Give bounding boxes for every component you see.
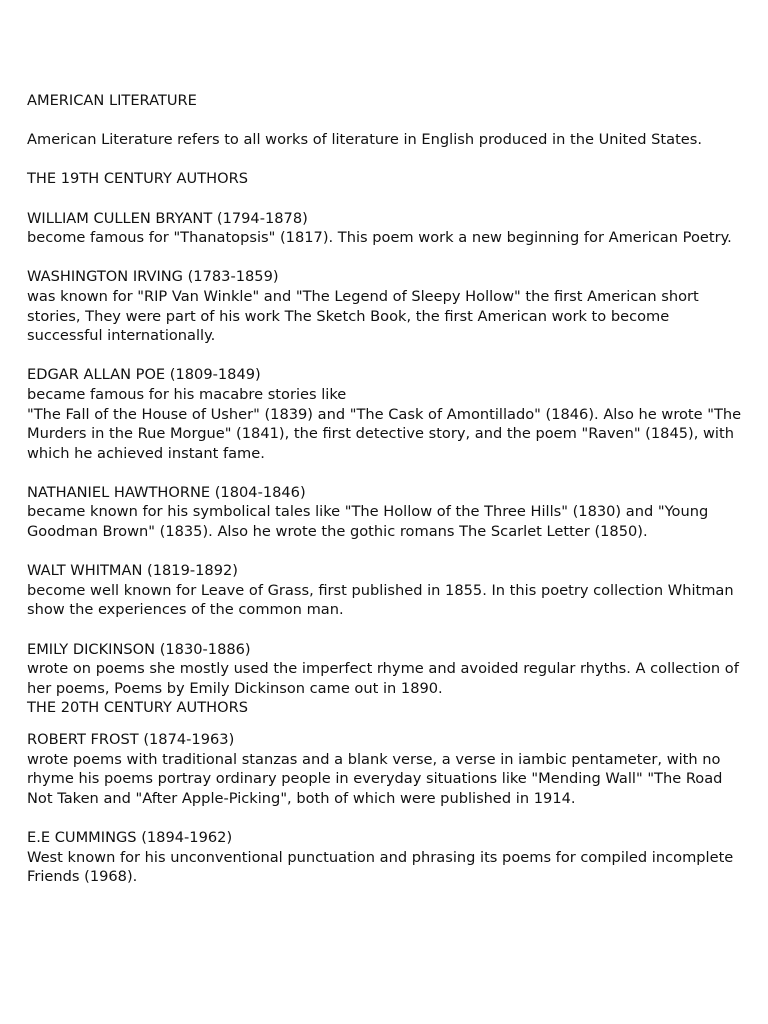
section-heading-19th: THE 19TH CENTURY AUTHORS [27, 170, 248, 188]
section-heading-20th: THE 20TH CENTURY AUTHORS [27, 699, 248, 717]
document-page [27, 91, 749, 887]
author-heading-poe: EDGAR ALLAN POE (1809-1849) [27, 366, 261, 384]
intro-paragraph: American Literature refers to all works of literature in English produced in the United States. [27, 131, 703, 149]
author-text-whitman: become well known for Leave of Grass, first published in 1855. In this poetry collection Whitman show the experiences of the common man. [27, 581, 734, 619]
author-text-irving: was known for "RIP Van Winkle" and "The Legend of Sleepy Hollow" the first American short stories, They were part of his work The Sketch Book, the first American work to become successful internationally. [27, 287, 699, 345]
document-title: AMERICAN LITERATURE [27, 92, 197, 109]
author-text-dickinson: wrote on poems she mostly used the imperfect rhyme and avoided regular rhyths. A collection of her poems, Poems by Emily Dickinson came out in 1890. [27, 660, 739, 697]
author-heading-frost: ROBERT FROST (1874-1963) [27, 731, 235, 748]
author-heading-cummings: E.E CUMMINGS (1894-1962) [27, 828, 233, 846]
author-text-cummings: West known for his unconventional punctuation and phrasing its poems for compiled incomplete Friends (1968). [27, 848, 734, 886]
author-text-hawthorne: became known for his symbolical tales like "The Hollow of the Three Hills" (1830) and "Young Goodman Brown" (1835). Also he wrote the gothic romans The Scarlet Letter (1850). [27, 503, 709, 541]
author-text-frost: wrote poems with traditional stanzas and a blank verse, a verse in iambic pentameter, with no rhyme his poems portray ordinary people in everyday situations like "Mending Wall" "The Road Not Taken and "After Apple-Picking", both of which were published in 1914. [27, 750, 723, 807]
author-text-poe-intro: became famous for his macabre stories like [27, 385, 347, 403]
author-heading-dickinson: EMILY DICKINSON (1830-1886) [27, 640, 251, 658]
author-heading-irving: WASHINGTON IRVING (1783-1859) [27, 268, 279, 286]
author-heading-bryant: WILLIAM CULLEN BRYANT (1794-1878) [27, 209, 308, 227]
author-text-bryant: become famous for "Thanatopsis" (1817). This poem work a new beginning for American Poetry. [27, 229, 732, 247]
author-text-poe: "The Fall of the House of Usher" (1839) and "The Cask of Amontillado" (1846). Also he wrote "The Murders in the Rue Morgue" (1841), the first detective story, and the poem "Raven" (1845), with which he achieved instant fame. [27, 405, 742, 462]
author-heading-hawthorne: NATHANIEL HAWTHORNE (1804-1846) [27, 483, 306, 501]
author-heading-whitman: WALT WHITMAN (1819-1892) [27, 562, 238, 580]
